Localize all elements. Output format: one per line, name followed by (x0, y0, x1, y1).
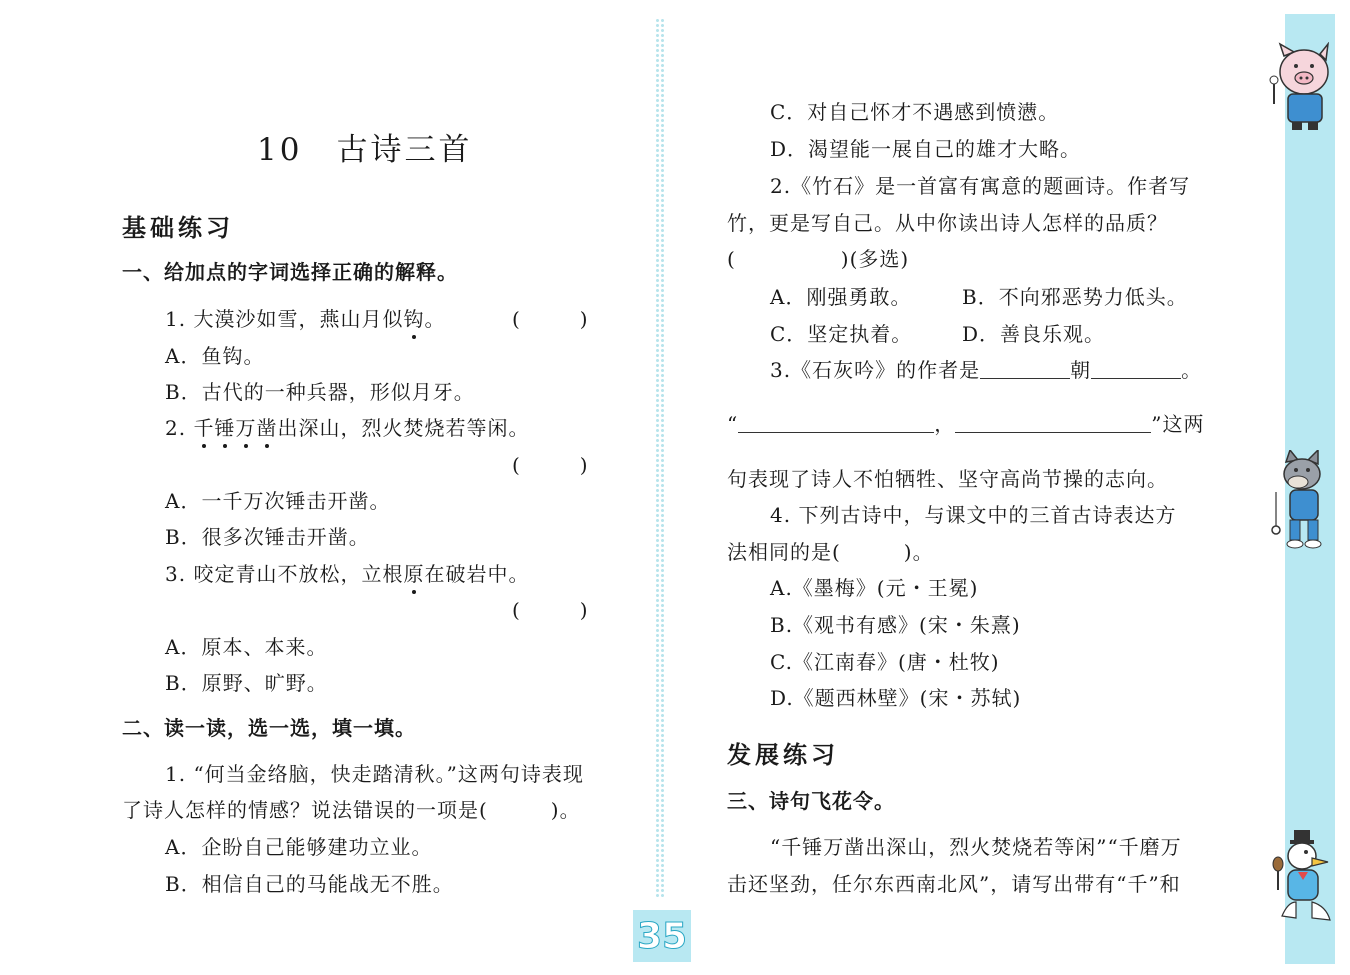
part1-q3-option-a: A．原本、本来。 (165, 635, 328, 659)
section-basic-title: 基础练习 (122, 214, 234, 242)
dynasty-blank[interactable] (980, 360, 1070, 379)
pig-mascot-icon (1262, 42, 1338, 132)
part1-q2-text: 2. 千锤万凿出深山，烈火焚烧若等闲。 (165, 412, 529, 441)
part2-q1-line2: 了诗人怎样的情感？说法错误的一项是( )。 (122, 798, 581, 822)
part2-q3-line1: 3.《石灰吟》的作者是 朝 。 (770, 358, 1203, 382)
poem-line-blank-2[interactable] (955, 414, 1151, 433)
part1-q2-option-b: B．很多次锤击开凿。 (165, 525, 370, 549)
part1-q2-option-a: A．一千万次锤击开凿。 (165, 489, 391, 513)
part2-heading: 二、读一读，选一选，填一填。 (122, 716, 416, 740)
section-develop-title: 发展练习 (727, 741, 839, 769)
part2-q4-line2: 法相同的是( )。 (727, 540, 934, 564)
wolf-mascot-icon (1268, 450, 1338, 550)
part2-q2-option-b: B．不向邪恶势力低头。 (962, 285, 1188, 309)
duck-mascot-icon (1268, 830, 1340, 930)
part1-q1-text: 1. 大漠沙如雪，燕山月似钩。 (165, 303, 445, 332)
part2-q1-line1: 1. “何当金络脑，快走踏清秋。”这两句诗表现 (165, 762, 584, 786)
page-gutter (655, 18, 665, 898)
part2-q2-option-c: C．坚定执着。 (770, 322, 913, 346)
part2-q1-option-b: B．相信自己的马能战无不胜。 (165, 872, 454, 896)
dotted-char: 锤 (214, 412, 235, 441)
dotted-char: 原 (403, 558, 424, 587)
part2-q1-option-a: A．企盼自己能够建功立业。 (165, 835, 433, 859)
dotted-char: 千 (193, 412, 214, 441)
part1-q3-option-b: B．原野、旷野。 (165, 671, 328, 695)
part1-q1-answer-paren[interactable]: ( ) (512, 307, 588, 331)
page-number-box (633, 910, 691, 962)
part2-q1-option-d: D．渴望能一展自己的雄才大略。 (770, 137, 1082, 161)
part1-q3-answer-paren[interactable]: ( ) (512, 598, 588, 622)
part2-q1-option-c: C．对自己怀才不遇感到愤懑。 (770, 100, 1060, 124)
part3-line1: “千锤万凿出深山，烈火焚烧若等闲”“千磨万 (770, 835, 1182, 859)
part2-q3-line3: 句表现了诗人不怕牺牲、坚守高尚节操的志向。 (727, 467, 1168, 491)
part2-q2-option-a: A．刚强勇敢。 (770, 285, 912, 309)
part2-q2-option-d: D．善良乐观。 (962, 322, 1106, 346)
poem-line-blank-1[interactable] (738, 414, 934, 433)
dotted-char: 钩 (403, 303, 424, 332)
page-number: 35 (636, 915, 688, 957)
part2-q4-option-a: A.《墨梅》(元・王冕) (770, 576, 979, 600)
part1-q1-option-b: B．古代的一种兵器，形似月牙。 (165, 380, 475, 404)
part2-q2-line1: 2.《竹石》是一首富有寓意的题画诗。作者写 (770, 174, 1191, 198)
part1-q3-text: 3. 咬定青山不放松，立根原在破岩中。 (165, 558, 529, 587)
part2-q4-option-d: D.《题西林壁》(宋・苏轼) (770, 686, 1022, 710)
part2-q2-line2: 竹，更是写自己。从中你读出诗人怎样的品质？ (727, 211, 1168, 235)
part2-q4-line1: 4. 下列古诗中，与课文中的三首古诗表达方 (770, 503, 1177, 527)
part2-q4-option-b: B.《观书有感》(宋・朱熹) (770, 613, 1021, 637)
dotted-char: 万 (235, 412, 256, 441)
author-blank[interactable] (1091, 360, 1181, 379)
part2-q4-option-c: C.《江南春》(唐・杜牧) (770, 650, 1000, 674)
lesson-title: 10 古诗三首 (257, 132, 473, 168)
part2-q3-line2: “ ， ”这两 (727, 412, 1205, 436)
part1-heading: 一、给加点的字词选择正确的解释。 (122, 260, 458, 284)
part2-q2-answer-paren[interactable]: ( )(多选) (727, 247, 910, 271)
part3-line2: 击还坚劲，任尔东西南北风”，请写出带有“千”和 (727, 872, 1181, 896)
dotted-char: 凿 (256, 412, 277, 441)
part1-q1-option-a: A．鱼钩。 (165, 344, 265, 368)
part1-q2-answer-paren[interactable]: ( ) (512, 453, 588, 477)
part3-heading: 三、诗句飞花令。 (727, 789, 895, 813)
